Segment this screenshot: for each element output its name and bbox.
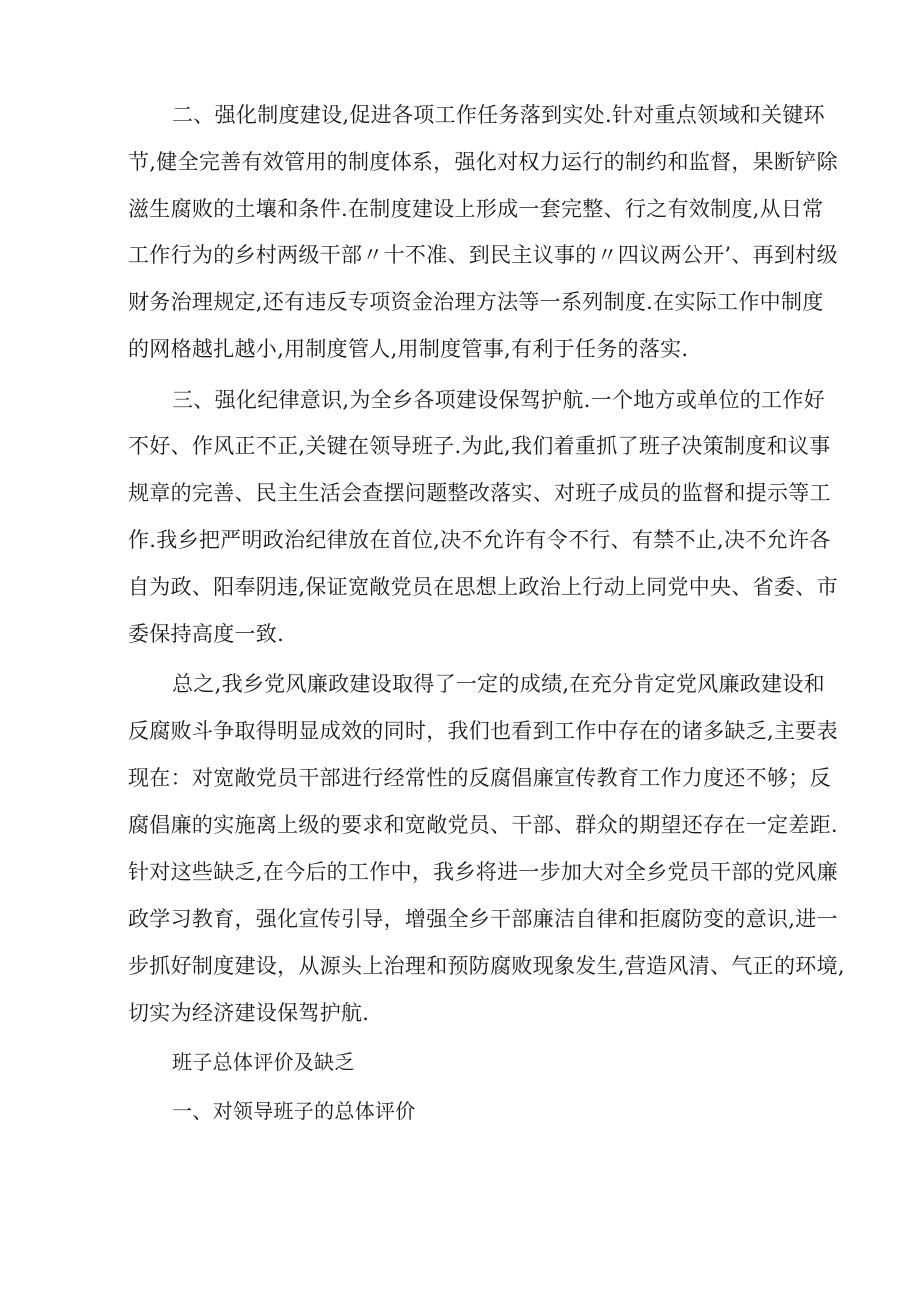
section-title: 班子总体评价及缺乏 xyxy=(172,1050,355,1074)
summary-line-6: 政学习教育，强化宣传引导，增强全乡干部廉洁自律和拒腐防变的意识,进一 xyxy=(128,907,838,931)
paragraph-2-line-4: 工作行为的乡村两级干部〃十不准、到民主议事的〃四议两公开’、再到村级 xyxy=(128,243,838,267)
summary-line-4: 腐倡廉的实施离上级的要求和宽敞党员、干部、群众的期望还存在一定差距. xyxy=(128,813,838,837)
paragraph-3-line-1: 三、强化纪律意识,为全乡各项建设保驾护航.一个地方或单位的工作好 xyxy=(172,388,825,412)
summary-line-3: 现在：对宽敞党员干部进行经常性的反腐倡廉宣传教育工作力度还不够；反 xyxy=(128,766,831,790)
paragraph-3-line-3: 规章的完善、民主生活会查摆问题整改落实、对班子成员的监督和提示等工 xyxy=(128,481,831,505)
paragraph-3-line-2: 不好、作风正不正,关键在领导班子.为此,我们着重抓了班子决策制度和议事 xyxy=(128,434,831,458)
paragraph-3-line-5: 自为政、阳奉阴违,保证宽敞党员在思想上政治上行动上同党中央、省委、市 xyxy=(128,575,838,599)
summary-line-8: 切实为经济建设保驾护航. xyxy=(128,1001,370,1025)
subsection-title: 一、对领导班子的总体评价 xyxy=(172,1099,416,1123)
paragraph-2-line-2: 节,健全完善有效管用的制度体系，强化对权力运行的制约和监督，果断铲除 xyxy=(128,150,838,174)
summary-line-7: 步抓好制度建设，从源头上治理和预防腐败现象发生,营造风清、气正的环境, xyxy=(128,954,845,978)
paragraph-2-line-6: 的网格越扎越小,用制度管人,用制度管事,有利于任务的落实. xyxy=(128,337,689,361)
paragraph-2-line-5: 财务治理规定,还有违反专项资金治理方法等一系列制度.在实际工作中制度 xyxy=(128,290,824,314)
summary-line-2: 反腐败斗争取得明显成效的同时，我们也看到工作中存在的诸多缺乏,主要表 xyxy=(128,719,838,743)
paragraph-3-line-6: 委保持高度一致. xyxy=(128,622,285,646)
summary-line-5: 针对这些缺乏,在今后的工作中，我乡将进一步加大对全乡党员干部的党风廉 xyxy=(128,860,838,884)
paragraph-2-line-3: 滋生腐败的土壤和条件.在制度建设上形成一套完整、行之有效制度,从日常 xyxy=(128,197,824,221)
paragraph-3-line-4: 作.我乡把严明政治纪律放在首位,决不允许有令不行、有禁不止,决不允许各 xyxy=(128,528,831,552)
paragraph-2-line-1: 二、强化制度建设,促进各项工作任务落到实处.针对重点领域和关键环 xyxy=(172,103,825,127)
summary-line-1: 总之,我乡党风廉政建设取得了一定的成绩,在充分肯定党风廉政建设和 xyxy=(172,672,825,696)
